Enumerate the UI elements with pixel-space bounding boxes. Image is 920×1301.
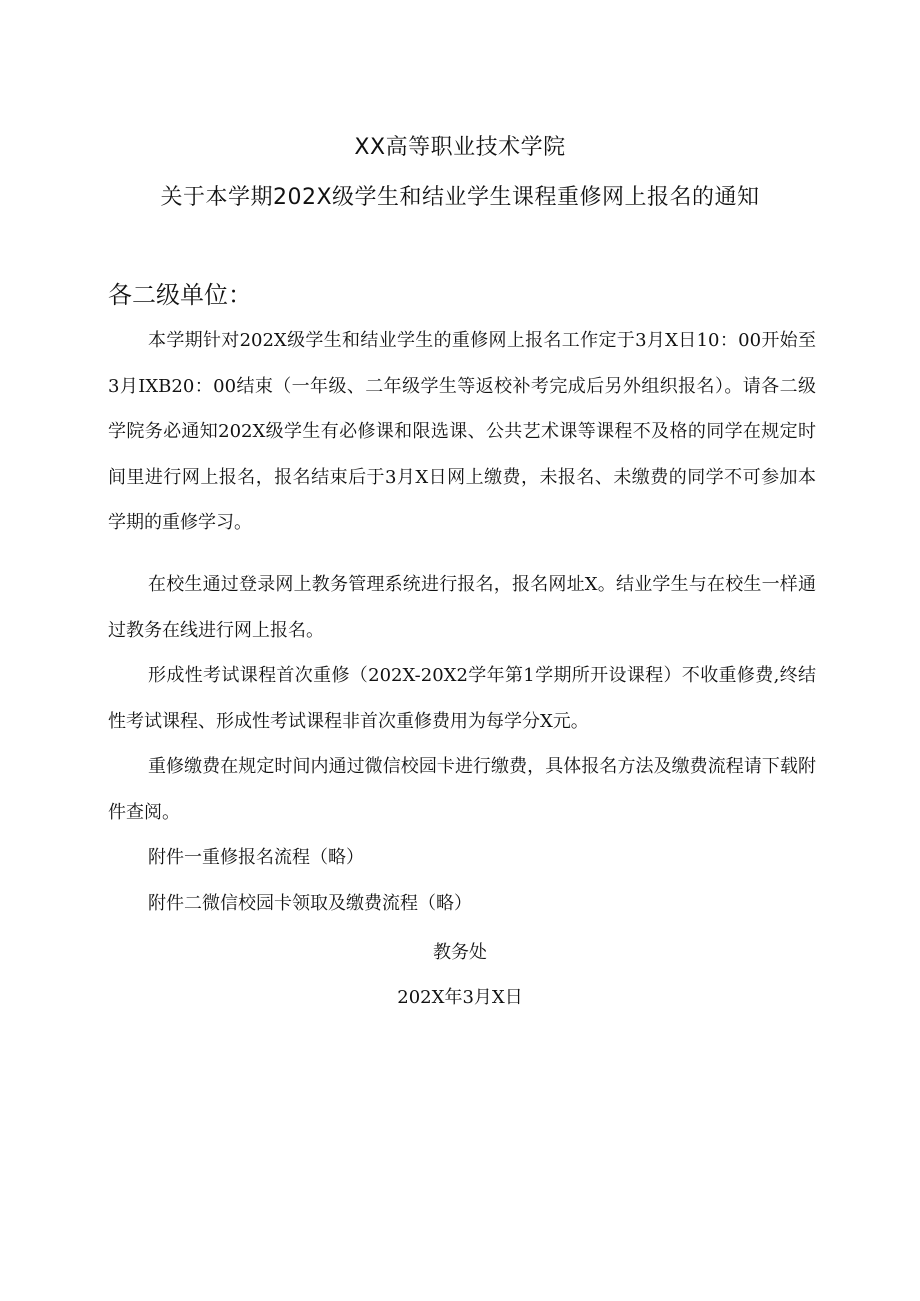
salutation: 各二级单位：: [108, 281, 252, 309]
document-title-notice: 关于本学期202X级学生和结业学生课程重修网上报名的通知: [160, 185, 760, 210]
paragraph-registration-schedule: 本学期针对202X级学生和结业学生的重修网上报名工作定于3月X日10：00开始至3月IXB20：00结束（一年级、二年级学生等返校补考完成后另外组织报名）。请各二级学院务必通知202X级学生有必修课和限选课、公共艺术课等课程不及格的同学在规定时间里进行网上报名，报名结束后于3月X日网上缴费，未报名、未缴费的同学不可参加本学期的重修学习。: [108, 330, 816, 533]
paragraph-payment: 重修缴费在规定时间内通过微信校园卡进行缴费，具体报名方法及缴费流程请下载附件查阅。: [108, 756, 816, 823]
attachment-1: 附件一重修报名流程（略）: [148, 847, 364, 868]
paragraph-fees: 形成性考试课程首次重修（202X-20X2学年第1学期所开设课程）不收重修费,终结性考试课程、形成性考试课程非首次重修费用为每学分X元。: [108, 665, 816, 732]
paragraph-registration-method: 在校生通过登录网上教务管理系统进行报名，报名网址X。结业学生与在校生一样通过教务在线进行网上报名。: [108, 574, 816, 641]
signature-department: 教务处: [433, 942, 487, 963]
signature-date: 202X年3月X日: [397, 987, 523, 1008]
document-title-school: XX高等职业技术学院: [354, 135, 566, 160]
attachment-2: 附件二微信校园卡领取及缴费流程（略）: [148, 893, 472, 914]
